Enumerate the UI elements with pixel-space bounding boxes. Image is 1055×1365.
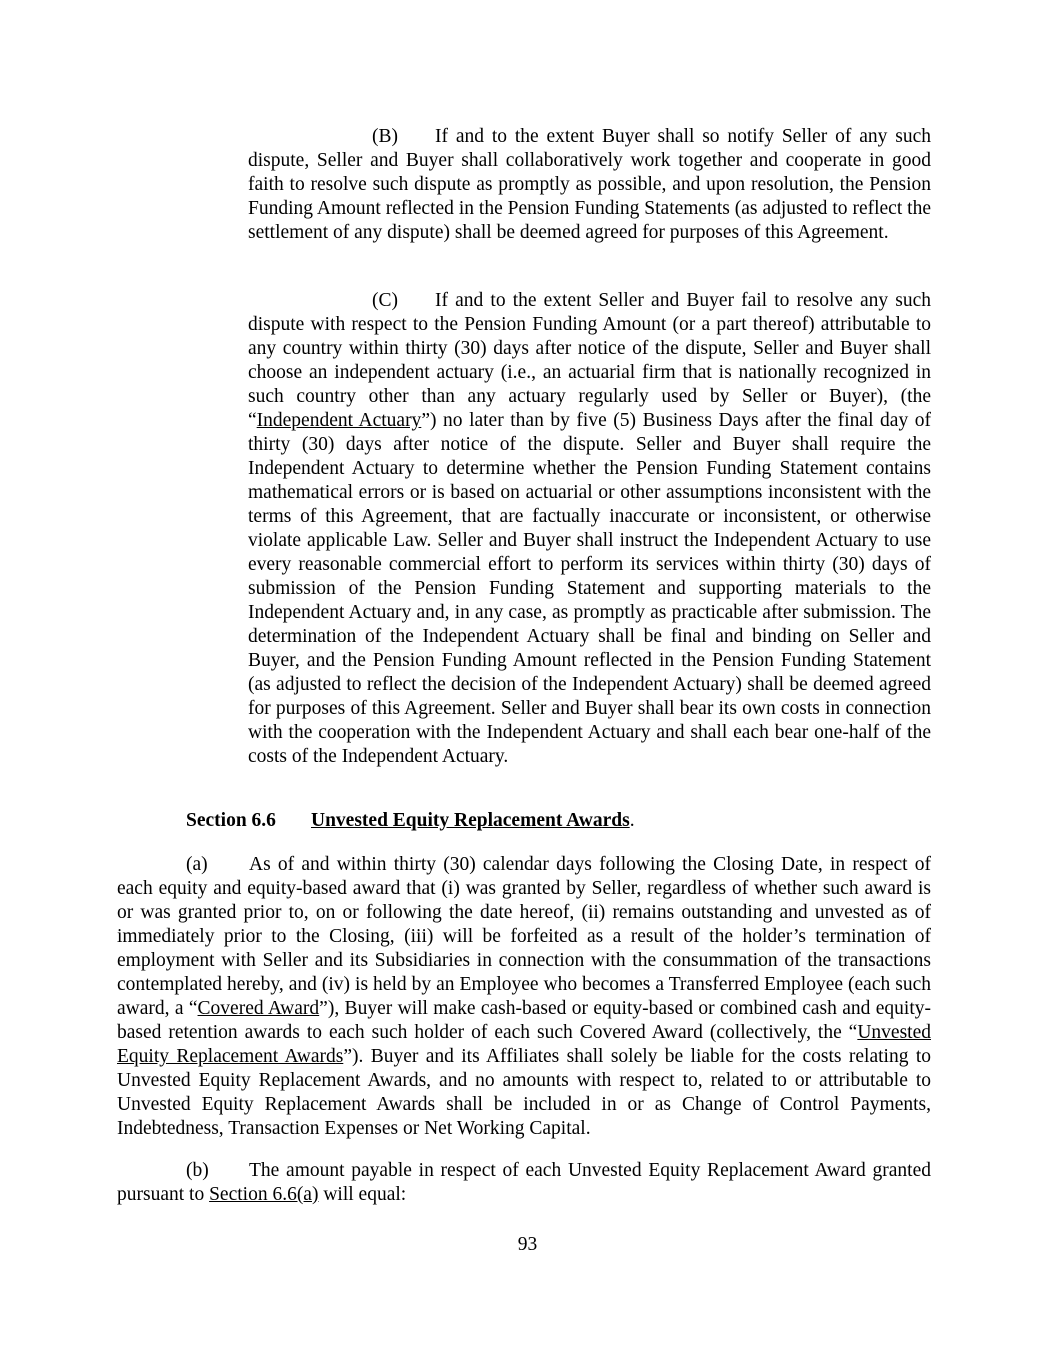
- paragraph-a-text-1: As of and within thirty (30) calendar days following the Closing Date, in respect of each equity and equity-based award that (i) was granted by Seller, regardless of whether such award is or was granted prior to, on or following the date hereof, (ii) remains outstanding and unvested as of immediately prior to the Closing, (iii) will be forfeited as a result of the holder’s termination of employment with Seller and its Subsidiaries in connection with the consummation of the transactions contemplated hereby, and (iv) is held by an Employee who becomes a Transferred Employee (each such award, a “: [117, 854, 931, 1019]
- paragraph-6-6-b-text-2: will equal:: [318, 1184, 407, 1205]
- paragraph-c-text-1: If and to the extent Seller and Buyer fail to resolve any such dispute with respect to the Pension Funding Amount (or a part thereof) attributable to any country within thirty (30) days after notice of the dispute, Seller and Buyer shall choose an independent actuary (i.e., an actuarial firm that is nationally recognized in such country other than any actuary regularly used by Seller or Buyer), (the “: [248, 290, 931, 431]
- page-number: 93: [517, 1234, 538, 1255]
- paragraph-marker-b: (B): [372, 126, 398, 147]
- paragraph-marker-b-lower: (b): [186, 1160, 209, 1181]
- paragraph-c-text-2: ”) no later than by five (5) Business Days after the final day of thirty (30) days after notice of the dispute. Seller and Buyer shall require the Independent Actuary to determine whether the Pension Funding Statement contains mathematical errors or is based on actuarial or other assumptions inconsistent with the terms of this Agreement, that are factually inaccurate or inconsistent, or otherwise violate applicable Law. Seller and Buyer shall instruct the Independent Actuary to use every reasonable commercial effort to perform its services within thirty (30) days of submission of the Pension Funding Statement and supporting materials to the Independent Actuary and, in any case, as promptly as practicable after submission. The determination of the Independent Actuary shall be final and binding on Seller and Buyer, and the Pension Funding Amount reflected in the Pension Funding Statement (as adjusted to reflect the decision of the Independent Actuary) shall be deemed agreed for purposes of this Agreement. Seller and Buyer shall bear its own costs in connection with the cooperation with the Independent Actuary and shall each bear one-half of the costs of the Independent Actuary.: [248, 410, 931, 767]
- paragraph-a-text-2: ”), Buyer will make cash-based or equity-based or combined cash and equity-based retention awards to each such holder of each such Covered Award (collectively, the “: [117, 998, 931, 1043]
- section-number: Section 6.6: [186, 810, 276, 831]
- paragraph-6-6-a: [117, 853, 931, 1141]
- defined-term-unvested-equity-replacement-awards: Unvested Equity Replacement Awards: [117, 1022, 931, 1067]
- cross-reference-section-6-6-a: Section 6.6(a): [209, 1184, 319, 1205]
- paragraph-marker-a: (a): [186, 854, 208, 875]
- defined-term-independent-actuary: Independent Actuary: [256, 410, 422, 431]
- section-heading: [186, 809, 931, 833]
- defined-term-covered-award: Covered Award: [197, 998, 320, 1019]
- paragraph-c: [248, 289, 931, 769]
- section-title: Unvested Equity Replacement Awards: [311, 810, 630, 831]
- paragraph-b: [248, 125, 931, 245]
- section-title-period: .: [629, 810, 635, 831]
- paragraph-6-6-b-text-1: The amount payable in respect of each Unvested Equity Replacement Award granted pursuant to: [117, 1160, 931, 1205]
- paragraph-marker-c: (C): [372, 290, 398, 311]
- paragraph-6-6-b: [117, 1159, 931, 1207]
- paragraph-b-text: If and to the extent Buyer shall so notify Seller of any such dispute, Seller and Buyer shall collaboratively work together and cooperate in good faith to resolve such dispute as promptly as possible, and upon resolution, the Pension Funding Amount reflected in the Pension Funding Statements (as adjusted to reflect the settlement of any dispute) shall be deemed agreed for purposes of this Agreement.: [248, 126, 931, 243]
- paragraph-a-text-3: ”). Buyer and its Affiliates shall solely be liable for the costs relating to Unvested Equity Replacement Awards, and no amounts with respect to, related to or attributable to Unvested Equity Replacement Awards shall be included in or as Change of Control Payments, Indebtedness, Transaction Expenses or Net Working Capital.: [117, 1046, 931, 1139]
